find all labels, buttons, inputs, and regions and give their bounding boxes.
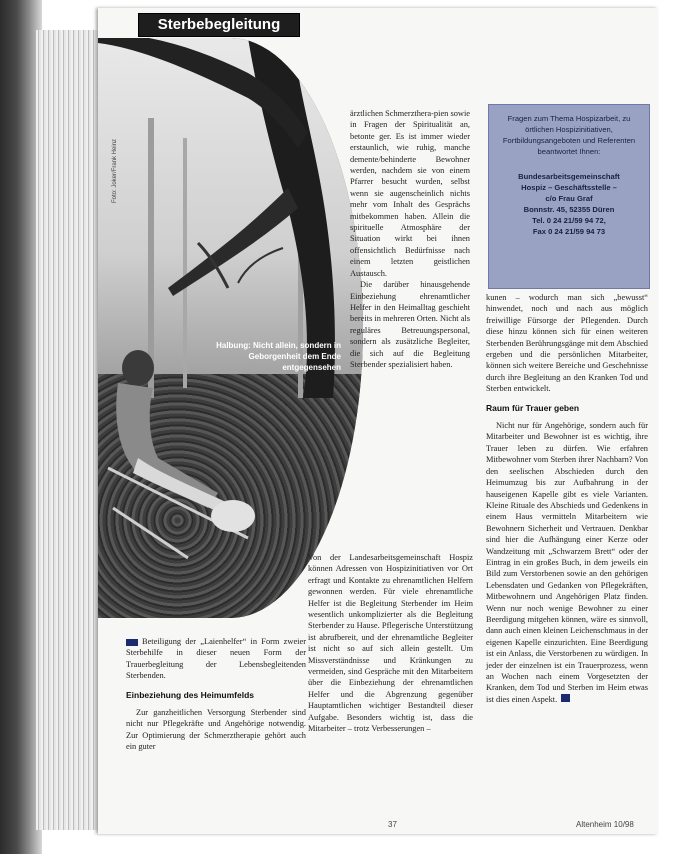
address-line: c/o Frau Graf [545, 194, 593, 203]
address-line: Tel. 0 24 21/59 94 72, [532, 216, 606, 225]
page-edges [36, 30, 107, 830]
continued-paragraph: Beteiligung der „Laienhelfer“ in Form zweier Sterbehilfe in dieser neuen Form der Trauerbegleitung der Lebensbegleitenden Sterbenden. [126, 637, 306, 681]
end-of-article-marker [561, 694, 570, 702]
tree-illustration [98, 38, 363, 618]
address-line: Fax 0 24 21/59 94 73 [532, 227, 606, 236]
info-box-address [495, 171, 643, 237]
column-middle-top [350, 108, 470, 370]
subhead: Raum für Trauer geben [486, 402, 580, 413]
paragraph: Zur ganzheitlichen Versorgung Sterbender sind nicht nur Pflegekräfte und Angehörige notwendig. Zur Optimierung der Schmerztherapie gehört auch ein guter [126, 708, 306, 752]
article-photo [98, 38, 363, 618]
page-number: 37 [388, 820, 397, 829]
paragraph: Nicht nur für Angehörige, sondern auch für Mitarbeiter und Bewohner ist es wichtig, ihre Trauer leben zu dürfen. Wie erfahren Mitbewohner vom Sterben ihrer Nachbarn? Von den seelischen Abschieden durch den Heimumzug bis zur Aufbahrung in der hauseigenen Kapelle gibt es viele Varianten. Kleine Rituale des Abschieds und Gedenkens in einem Haus vermitteln Mitarbeitern wie Bewohnern Sicherheit und Vertrauen. Denkbar sind hier die Aufhängung einer Kerze oder Wandzeitung mit „Schwarzem Brett“ oder der Eintrag in ein großes Buch, in dem jeweils ein Bild zum Verstorbenen sowie an den gehörigen Lebensdaten und Gedanken von Pflegekräften, Mitbewohnern und Angehörigen Platz finden. Wenn nur noch wenige Bewohner zu einer Beerdigung mitgehen können, wäre es sinnvoll, dann auch einen kleinen Leichenschmaus in der eigenen Kapelle einzurichten. Eine Beerdigung ist ein Anlass, die Verstorbenen zu würdigen. In jeder der einzelnen ist ein Trauerprozess, wenn an Wochen nach einem Vorgesetzten der Kranken, dem Tod und Sterben im Heim etwas ist dies einen Aspekt. [486, 421, 648, 704]
photo-caption: Halbung: Nicht allein, sondern in Geborgenheit dem Ende entgegensehen [216, 341, 341, 372]
paragraph: ärztlichen Schmerzthera-pien sowie in Fragen der Spiritualität an, betonte ger. Es ist immer wieder erstaunlich, wie ruhig, manche demente/behinderte Bewohner werden, nachdem sie von einem Pfarrer besucht wurden, selbst wenn sie augenscheinlich nichts mehr vom Inhalt des Gesprächs mitbekommen haben. Allein die spirituelle Atmosphäre der Situation wirkt bei ihnen offensichtlich Bedürfnisse nach einem letzten geistlichen Austausch. [350, 109, 470, 278]
column-right [486, 292, 648, 705]
continuation-marker [126, 639, 138, 646]
section-label: Sterbebegleitung [138, 13, 300, 37]
paragraph: Von der Landesarbeitsgemeinschaft Hospiz können Adressen von Hospizinitiativen vor Ort erfragt und Kontakte zu ehrenamtlichen Helfern gewonnen werden. Für viele ehrenamtliche Helfer ist die Begleitung Sterbender im Heim wesentlich unkomplizierter als die Begleitung Sterbender zu Hause. Pflegerische Unterstützung ist abrufbereit, und der ehrenamtliche Begleiter ist nicht so auf sich allein gestellt. Um Missverständnisse und Kränkungen zu vermeiden, sind Gespräche mit den Mitarbeitern über die Einbeziehung der ehrenamtlichen Helfer und die Abgrenzung gegenüber Hauptamtlichen wichtiger Bestandteil dieser Aufgabe. Besonders wichtig ist, dass die Mitarbeiter – trotz Verbesserungen – [308, 553, 473, 734]
issue-label: Altenheim 10/98 [576, 820, 634, 829]
column-left [126, 636, 306, 753]
photo-credit: Foto: Joker/Frank Heinz [112, 138, 118, 203]
subhead: Einbeziehung des Heimumfelds [126, 689, 254, 700]
paragraph: Die darüber hinausgehende Einbeziehung ehrenamtlicher Helfer in den Heimalltag geschieht bereits in mehreren Orten. Nicht als reguläres Betreuungspersonal, sondern als zusätzliche Begleiter, die sich auf die Begleitung Sterbender spezialisiert haben. [350, 280, 470, 369]
address-line: Bonnstr. 45, 52355 Düren [523, 205, 615, 214]
info-box-intro: Fragen zum Thema Hospizarbeit, zu örtlichen Hospizinitiativen, Fortbildungsangeboten und Referenten beantwortet Ihnen: [502, 114, 636, 156]
column-middle-bottom [308, 552, 473, 735]
paragraph: kunen – wodurch man sich „bewusst“ hinwendet, noch und nach aus möglich freiwillige Fürsorge der Pflegenden. Durch diese hinzu können sich für einen weiteren Sterbenden Berührungsgänge mit dem Abschied ergeben und die persönlichen Mitarbeiter, können sich weitere Bereiche und Geschehnisse durch ihre Begleitung an den Kranken Tod und Sterben entwickelt. [486, 293, 648, 394]
info-box [488, 104, 650, 289]
magazine-page [98, 8, 658, 834]
address-line: Hospiz – Geschäftsstelle – [521, 183, 617, 192]
address-line: Bundesarbeitsgemeinschaft [518, 172, 620, 181]
